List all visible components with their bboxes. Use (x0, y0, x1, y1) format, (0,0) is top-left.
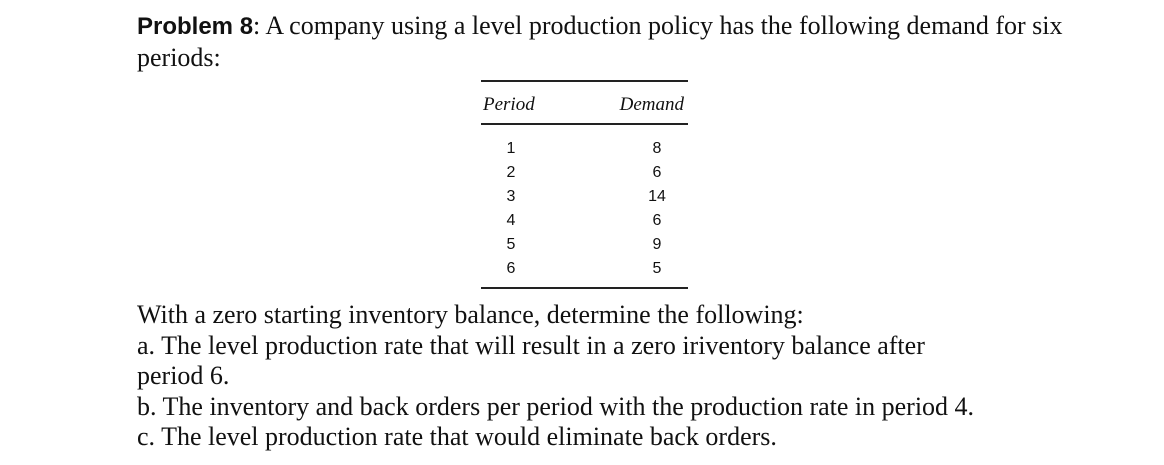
table-bottom-rule (481, 287, 688, 289)
instructions (137, 300, 1097, 453)
problem-label: Problem 8 (137, 13, 254, 40)
demand-cell: 14 (648, 188, 666, 205)
table-row (481, 185, 688, 209)
table-row (481, 209, 688, 233)
column-header-demand: Demand (619, 94, 684, 115)
period-cell: 5 (506, 236, 516, 253)
table-row (481, 257, 688, 281)
table-row (481, 161, 688, 185)
demand-cell: 8 (652, 140, 662, 157)
item-c-text: c. The level production rate that would eliminate back orders. (137, 422, 777, 451)
demand-cell: 6 (652, 164, 662, 181)
demand-table (481, 80, 688, 289)
item-b-text: b. The inventory and back orders per period with the production rate in period 4. (137, 391, 975, 421)
period-cell: 1 (506, 140, 516, 157)
period-cell: 3 (506, 188, 516, 205)
demand-cell: 6 (652, 212, 662, 229)
table-row (481, 233, 688, 257)
table-header (481, 82, 688, 116)
instructions-lead: With a zero starting inventory balance, determine the following: (137, 300, 804, 329)
table-row (481, 137, 688, 161)
demand-cell: 5 (652, 260, 662, 277)
item-a-text: a. The level production rate that will result in a zero iriventory balance after (137, 330, 925, 360)
item-a-continuation: period 6. (137, 361, 230, 390)
column-header-period: Period (483, 94, 535, 115)
period-cell: 6 (506, 260, 516, 277)
problem-statement (137, 10, 1097, 73)
table-body (481, 125, 688, 281)
problem-intro-text: : A company using a level production policy has the following demand for six periods: (137, 11, 1063, 72)
demand-cell: 9 (652, 236, 662, 253)
period-cell: 2 (506, 164, 516, 181)
period-cell: 4 (506, 212, 516, 229)
